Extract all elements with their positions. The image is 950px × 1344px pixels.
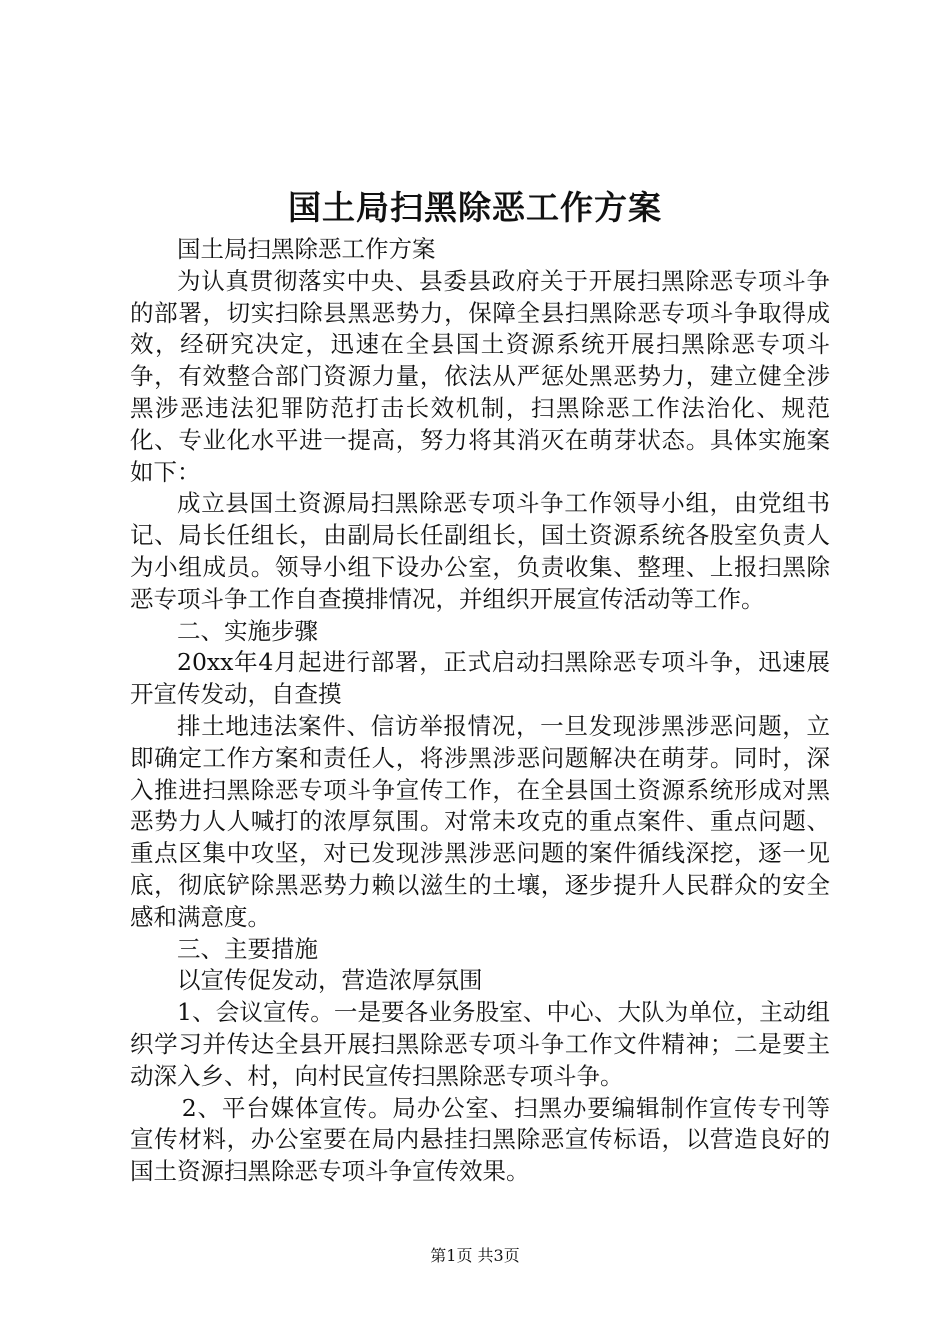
document-title: 国土局扫黑除恶工作方案 <box>288 188 662 227</box>
paragraph-intro: 为认真贯彻落实中央、县委县政府关于开展扫黑除恶专项斗争的部署，切实扫除县黑恶势力，保障全县扫黑除恶专项斗争取得成效，经研究决定，迅速在全县国土资源系统开展扫黑除恶专项斗争，有效整合部门资源力量，依法从严惩处黑恶势力，建立健全涉黑涉恶违法犯罪防范打击长效机制，扫黑除恶工作法治化、规范化、专业化水平进一提高，努力将其消灭在萌芽状态。具体实施案如下： <box>130 266 830 486</box>
paragraph-steps-detail: 排土地违法案件、信访举报情况，一旦发现涉黑涉恶问题，立即确定工作方案和责任人，将涉黑涉恶问题解决在萌芽。同时，深入推进扫黑除恶专项斗争宣传工作，在全县国土资源系统形成对黑恶势力人人喊打的浓厚氛围。对常未攻克的重点案件、重点问题、重点区集中攻坚，对已发现涉黑涉恶问题的案件循线深挖，逐一见底，彻底铲除黑恶势力赖以滋生的土壤，逐步提升人民群众的安全感和满意度。 <box>130 711 830 931</box>
page-number-footer: 第1页 共3页 <box>430 1246 520 1265</box>
paragraph-media-publicity: 2、平台媒体宣传。局办公室、扫黑办要编辑制作宣传专刊等宣传材料，办公室要在局内悬挂扫黑除恶宣传标语，以营造良好的国土资源扫黑除恶专项斗争宣传效果。 <box>130 1093 830 1186</box>
paragraph-steps-start: 20xx年4月起进行部署，正式启动扫黑除恶专项斗争，迅速展开宣传发动，自查摸 <box>130 648 830 709</box>
section-heading-measures: 三、主要措施 <box>177 934 318 963</box>
paragraph-leadership-group: 成立县国土资源局扫黑除恶专项斗争工作领导小组，由党组书记、局长任组长，由副局长任副组长，国土资源系统各股室负责人为小组成员。领导小组下设办公室，负责收集、整理、上报扫黑除恶专项斗争工作自查摸排情况，并组织开展宣传活动等工作。 <box>130 489 830 613</box>
section-heading-steps: 二、实施步骤 <box>177 616 318 645</box>
paragraph-meeting-publicity: 1、会议宣传。一是要各业务股室、中心、大队为单位，主动组织学习并传达全县开展扫黑除恶专项斗争工作文件精神；二是要主动深入乡、村，向村民宣传扫黑除恶专项斗争。 <box>130 998 830 1090</box>
paragraph-subtitle: 国土局扫黑除恶工作方案 <box>177 235 436 263</box>
document-body <box>130 234 830 1188</box>
subheading-publicity: 以宣传促发动，营造浓厚氛围 <box>177 966 483 995</box>
